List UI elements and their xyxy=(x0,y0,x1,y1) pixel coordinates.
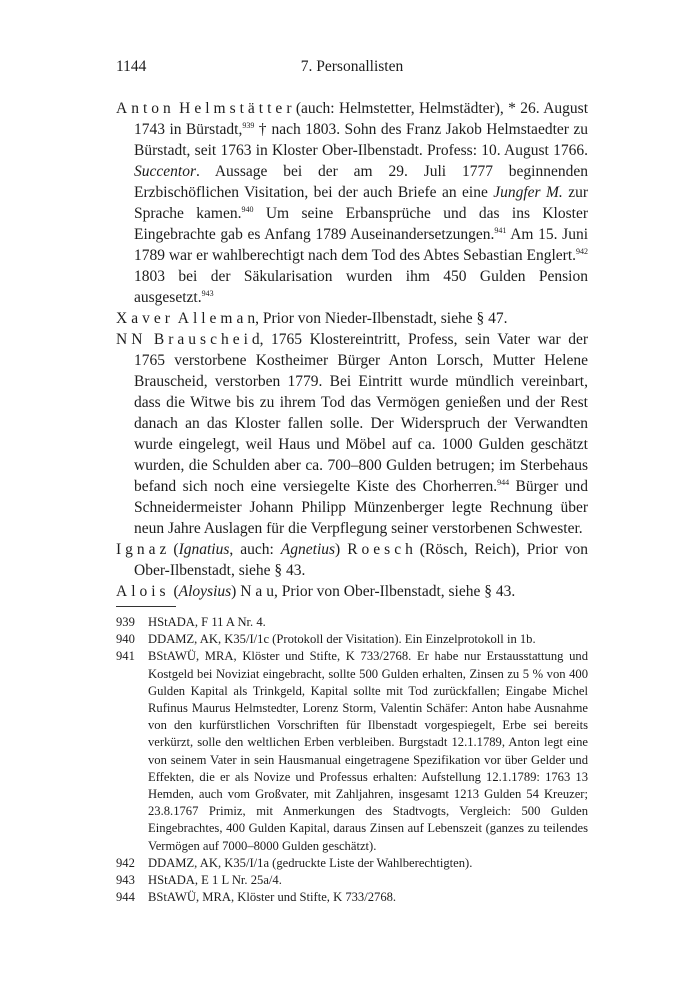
book-page xyxy=(116,58,588,906)
surname: Nau xyxy=(240,583,275,600)
entry-text: ( xyxy=(166,541,179,558)
footnote-text: BStAWÜ, MRA, Klöster und Stifte, K 733/2768. Er habe nur Erstausstattung und Kostgeld bei Noviziat eingebracht, sollte 500 Gulden erhalten, Zinsen zu 5 % von 400 Gulden Kapital als Trinkgeld, Kapital sollte mit Tod zurückfallen; Eingabe Michel Rufinus Maurus Helmstedter, Lorenz Storm, Valentin Schäfer: Anton habe Ausnahme von den kurfürstlichen Vorschriften für Ilbenstadt vorgespiegelt, Erbe sei bereits verkürzt, solle den weltlichen Erben verbleiben. Burgstadt 12.1.1789, Anton legt eine von seinem Vater in sein Hausmanual eingetragene Spezifikation vor über Gelder und Effekten, die er als Novize und Professus erhalten: Aufstellung 12.1.1789: 1763 13 Hemden, auch vom Großvater, mit Zahljahren, insgesamt 1213 Gulden 54 Kreuzer; 23.8.1767 Primiz, mit Anmerkungen des Stadtvogts, Vergleich: 500 Gulden Eingebrachtes, 400 Gulden Kapital, daraus Zinsen auf Lebenszeit (ganzes zu teilendes Vermögen auf 7000–8000 Gulden geschätzt). xyxy=(148,649,588,853)
page-number: 1144 xyxy=(116,58,147,75)
personnel-list xyxy=(116,98,588,602)
given-name: Alois xyxy=(116,583,170,600)
footnote-ref: 939 xyxy=(242,121,255,130)
entry-text: (Rösch, Reich), Prior von Ober-Ilbenstadt, siehe § 43. xyxy=(134,541,588,579)
footnote-text: DDAMZ, AK, K35/I/1c (Protokoll der Visitation). Ein Einzelprotokoll in 1b. xyxy=(148,632,536,647)
footnote-ref: 943 xyxy=(201,289,214,298)
chapter-title: 7. Personallisten xyxy=(300,58,404,75)
footnote-number: 940 xyxy=(116,632,135,647)
alias-name: Ignatius xyxy=(178,541,230,558)
entry-text: Um seine Erbansprüche und das ins Kloster Eingebrachte gab es Anfang 1789 Auseinandersetzungen. xyxy=(134,205,588,243)
footnote-number: 942 xyxy=(116,855,135,870)
surname: Alleman xyxy=(177,310,256,327)
footnote-ref: 940 xyxy=(241,205,254,214)
entry-xaver-alleman xyxy=(116,308,588,329)
entry-text: † nach 1803. Sohn des Franz Jakob Helmstaedter zu Bürstadt, seit 1763 in Kloster Ober-Ilbenstadt. Profess: 10. August 1766. xyxy=(134,121,588,159)
surname: Helmstätter xyxy=(179,100,292,117)
given-name: NN xyxy=(116,331,147,348)
footnote-number: 944 xyxy=(116,890,135,905)
alias-name: Aloysius xyxy=(178,583,232,600)
footnote xyxy=(116,855,588,872)
given-name: Ignaz xyxy=(116,541,167,558)
entry-text: , 1765 Klostereintritt, Profess, sein Vater war der 1765 verstorbene Kostheimer Bürger Anton Lorsch, Mutter Helene Brauscheid, verstorben 1779. Bei Eintritt wurde mündlich vereinbart, dass die Witwe bis zu ihrem Tod das Vermögen genießen und der Rest danach an das Kloster fallen solle. Der Widerspruch der Verwandten wurde eingelegt, weil Haus und Möbel auf ca. 1000 Gulden geschätzt wurden, die Schulden aber ca. 700–800 Gulden betrugen; im Sterbehaus befand sich noch eine versiegelte Kiste des Chorherren. xyxy=(134,331,588,495)
given-name: Anton xyxy=(116,100,175,117)
entry-text: ) xyxy=(335,541,348,558)
surname: Roesch xyxy=(347,541,413,558)
footnote-ref: 942 xyxy=(576,247,588,256)
footnote-text: HStADA, F 11 A Nr. 4. xyxy=(148,615,266,629)
entry-text: , Prior von Ober-Ilbenstadt, siehe § 43. xyxy=(274,583,516,600)
footnote-number: 939 xyxy=(116,615,135,629)
entry-text: 1803 bei der Säkularisation wurden ihm 450 Gulden Pension ausgesetzt. xyxy=(134,268,588,306)
entry-nn-brauscheid xyxy=(116,329,588,539)
entry-text: zur Sprache kamen. xyxy=(134,184,588,222)
given-name: Xaver xyxy=(116,310,174,327)
footnote xyxy=(116,631,588,648)
alias-name: Agnetius xyxy=(280,541,336,558)
footnote-text: DDAMZ, AK, K35/I/1a (gedruckte Liste der Wahlberechtigten). xyxy=(148,855,473,870)
footnote-number: 941 xyxy=(116,649,135,664)
footnote-number: 943 xyxy=(116,873,135,888)
footnote xyxy=(116,872,588,889)
footnote-ref: 944 xyxy=(497,478,510,487)
entry-text: Am 15. Juni 1789 war er wahlberechtigt nach dem Tod des Abtes Sebastian Englert. xyxy=(134,226,588,264)
entry-ignaz-roesch xyxy=(116,539,588,581)
entry-text: , Prior von Nieder-Ilbenstadt, siehe § 47. xyxy=(255,310,508,327)
italic-name: Jungfer M. xyxy=(493,184,563,201)
entry-text: (auch: Helmstetter, Helmstädter), * 26. August 1743 in Bürstadt, xyxy=(134,100,588,138)
footnote xyxy=(116,648,588,854)
footnote xyxy=(116,614,588,631)
footnote-ref: 941 xyxy=(494,226,507,235)
entry-alois-nau: Alois (Aloysius) Nau, Prior von Ober-Ilbenstadt, siehe § 43. xyxy=(116,583,516,600)
footnote-rule xyxy=(116,606,176,607)
running-head xyxy=(116,58,588,82)
entry-text: . Aussage bei der am 29. Juli 1777 beginnenden Erzbischöflichen Visitation, bei der auch Briefe an eine xyxy=(134,163,588,201)
footnote-text: BStAWÜ, MRA, Klöster und Stifte, K 733/2768. xyxy=(148,890,397,905)
footnotes xyxy=(116,614,588,906)
entry-text: , auch: xyxy=(229,541,281,558)
footnote-text: HStADA, E 1 L Nr. 25a/4. xyxy=(148,873,282,888)
entry-text: Bürger und Schneidermeister Johann Philipp Münzenberger legte Rechnung über neun Jahre Auslagen für die Verpflegung seiner verstorbenen Schwester. xyxy=(134,478,588,537)
footnote xyxy=(116,889,588,906)
office-title: Succentor xyxy=(134,163,196,180)
entry-anton-helmstaetter xyxy=(116,98,588,308)
surname: Brauscheid xyxy=(153,331,260,348)
